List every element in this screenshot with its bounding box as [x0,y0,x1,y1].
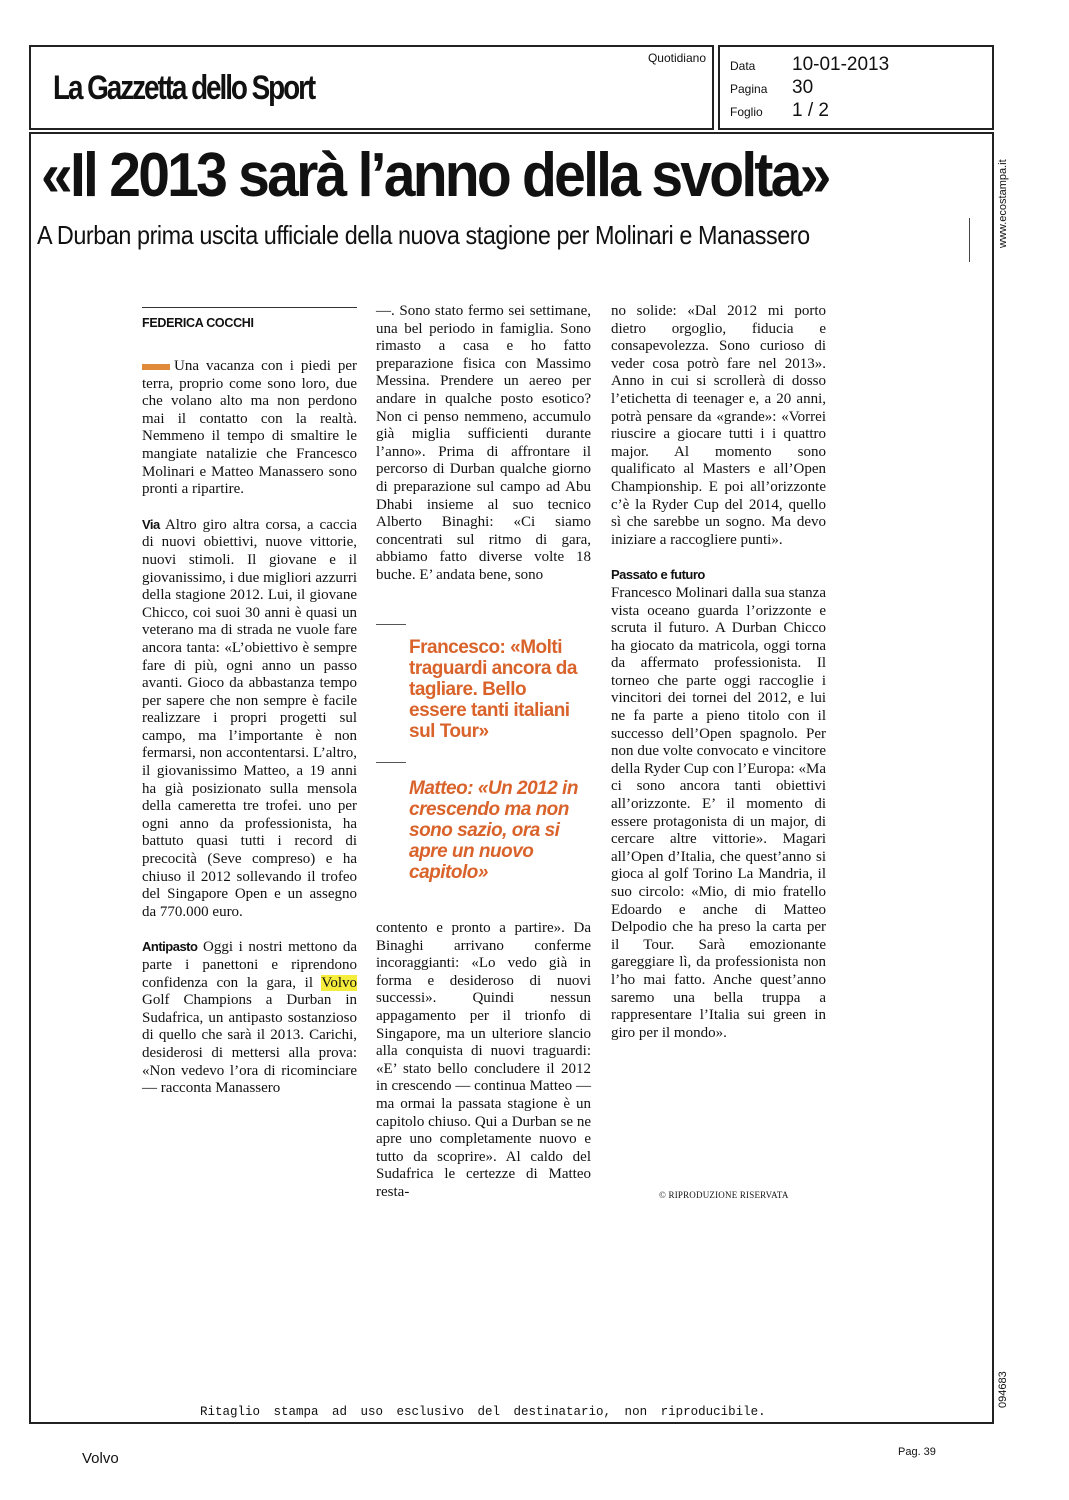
meta-sheet-label: Foglio [730,105,763,119]
meta-page [730,77,813,99]
footer-page-number: Pag. 39 [898,1446,936,1458]
col2-bottom-text: contento e pronto a partire». Da Binaghi arrivano conferme incoraggianti: «Lo vedo già in forma e desideroso di nuovi successi». Quindi nessun appagamento per il trionfo di Singapore, ma un ulteriore slancio alla conquista di nuovi traguardi: «E’ stato bello concludere il 2012 in crescendo — continua Matteo — ma ormai la passata stagione è un capitolo chiuso. Qui a Durban se ne apre uno completamente nuovo e tutto da scoprire». Al caldo del Sudafrica le certezze di Matteo resta- [376,920,591,1200]
pull-quote-rule-2 [376,762,406,763]
masthead-box [29,45,714,130]
column-2-bottom [376,920,591,1202]
copyright-notice: © RIPRODUZIONE RISERVATA [659,1190,789,1200]
col1-p3-text-a: Oggi i nostri mettono da parte i panettoni e riprendono confidenza con la gara, il [142,939,357,991]
highlight-volvo: Volvo [321,974,357,991]
col3-p2-lead: Passato e futuro [611,567,705,583]
col2-top-text: —. Sono stato fermo sei settimane, una bel periodo in famiglia. Sono rimasto a casa e ho fatto preparazione fisica con Massimo Messina. Prendere un aereo per andare in qualche posto esotico? Non ci penso nemmeno, accumulo già miglia sufficienti durante l’anno». Prima di affrontare il percorso di Durban qualche giorno di preparazione sul campo ad Abu Dhabi insieme al suo tecnico Alberto Binaghi: «Ci siamo concentrati sul ritmo di gara, abbiamo fatto diverse volte 18 buche. E’ andata bene, sono [376,303,591,583]
meta-date [730,54,889,76]
col1-paragraph-3 [142,938,357,1097]
side-code: 094683 [997,1371,1009,1408]
metadata-box [718,45,994,130]
col1-p1-text: Una vacanza con i piedi per terra, proprio come sono loro, due che volano alto ma non perdono mai il contatto con la realtà. Nemmeno il tempo di smaltire le mangiate natalizie che Francesco Molinari e Matteo Manassero sono pronti a ripartire. [142,358,357,498]
clipping-disclaimer: Ritaglio stampa ad uso esclusivo del destinatario, non riproducibile. [200,1405,766,1419]
subhead-divider [969,218,970,262]
pull-quote-francesco: Francesco: «Molti traguardi ancora da tagliare. Bello essere tanti italiani sul Tour» [409,637,577,742]
publication-type: Quotidiano [647,51,706,65]
col1-p2-lead: Via [142,516,160,532]
col1-p3-lead: Antipasto [142,939,198,955]
author-rule [142,307,357,308]
column-1 [142,358,357,1098]
headline: «Il 2013 sarà l’anno della svolta» [41,141,829,210]
meta-page-label: Pagina [730,82,768,96]
col3-paragraph-1: no solide: «Dal 2012 mi porto dietro orgoglio, fiducia e consapevolezza. Sono curioso di veder cosa potrò fare nel 2013». Anno in cui si scrollerà di dosso l’etichetta di teenager e, a 20 anni, potrà pensare da «grande»: «Vorrei riuscire a giocare tutti i i quattro major. Al momento sono qualificato al Masters e all’Open Championship. E poi all’orizzonte c’è la Ryder Cup del 2014, quello sì che sarebbe un sogno. Ma devo iniziare a raccogliere punti». [611,303,826,548]
side-website: www.ecostampa.it [997,159,1009,248]
meta-date-value: 10-01-2013 [792,54,890,75]
col1-p2-text: Altro giro altra corsa, a caccia di nuovi obiettivi, nuove vittorie, nuovi stimoli. Il giovane e il giovanissimo, i due migliori azzurri della stagione 2012. Lui, il giovane Chicco, coi suoi 30 anni è quasi un veterano ma di strada ne vuole fare ancora tanta: «L’obiettivo è sempre fare di più, ogni anno un passo avanti. Gioco da abbastanza tempo per sapere che non sempre è facile realizzare i propri progetti sul campo, ma l’importante è non fermarsi, non accontentarsi. L’altro, il giovanissimo Matteo, a 19 anni ha già posizionato sulla mensola della cameretta tre trofei. uno per ogni anno da professionista, ha battuto quasi tutti i record di precocità (Seve compreso) e ha chiuso il 2012 sollevando il trofeo del Singapore Open e un assegno da 770.000 euro. [142,516,357,920]
masthead-logo: La Gazzetta dello Sport [53,69,315,107]
footer-keyword: Volvo [82,1450,119,1467]
col1-paragraph-2 [142,516,357,922]
col1-p3-text-b: Golf Champions a Durban in Sudafrica, un antipasto sostanzioso di quello che sarà il 2013. Carichi, desiderosi di mettersi alla prova: «Non vedevo l’ora di ricominciare — racconta Manassero [142,992,357,1097]
meta-sheet-value: 1 / 2 [792,100,829,121]
pull-quote-matteo: Matteo: «Un 2012 in crescendo ma non sono sazio, ora si apre un nuovo capitolo» [409,778,578,883]
meta-page-value: 30 [792,77,814,98]
col3-p2-text: Francesco Molinari dalla sua stanza vista oceano guarda l’orizzonte e scruta il futuro. A Durban Chicco ha giocato da matricola, oggi torna da affermato professionista. Il torneo che parte oggi raccoglie i vincitori dei tornei del 2012, e lui ne fa parte a pieno titolo con il successo dell’Open spagnolo. Per non due volte convocato e vincitore della Ryder Cup con l’Europa: «Ma ci sono ancora tanti obiettivi all’orizzonte. E’ il momento di essere protagonista di un major, di cercare altre vittorie». Magari all’Open d’Italia, che quest’anno si gioca al golf Torino La Mandria, il suo circolo: «Mio, di mio fratello Edoardo e anche di Matteo Delpodio che ha preso la carta per il Tour. Sarà emozionante gareggiare lì, da professionista non l’ho mai fatto. Anche quest’anno saremo una bella truppa a rappresentare l’Italia sui green in giro per il mondo». [611,584,826,1041]
subheadline: A Durban prima uscita ufficiale della nuova stagione per Molinari e Manassero [37,220,810,250]
article-box [29,132,994,1424]
pull-quote-rule-1 [376,624,406,625]
column-3 [611,303,826,1042]
meta-date-label: Data [730,59,756,73]
col3-paragraph-2 [611,566,826,1042]
col1-paragraph-1 [142,358,357,499]
column-2-top [376,303,591,585]
lead-marker [142,364,170,370]
author-byline: FEDERICA COCCHI [142,316,254,330]
meta-sheet [730,100,829,122]
